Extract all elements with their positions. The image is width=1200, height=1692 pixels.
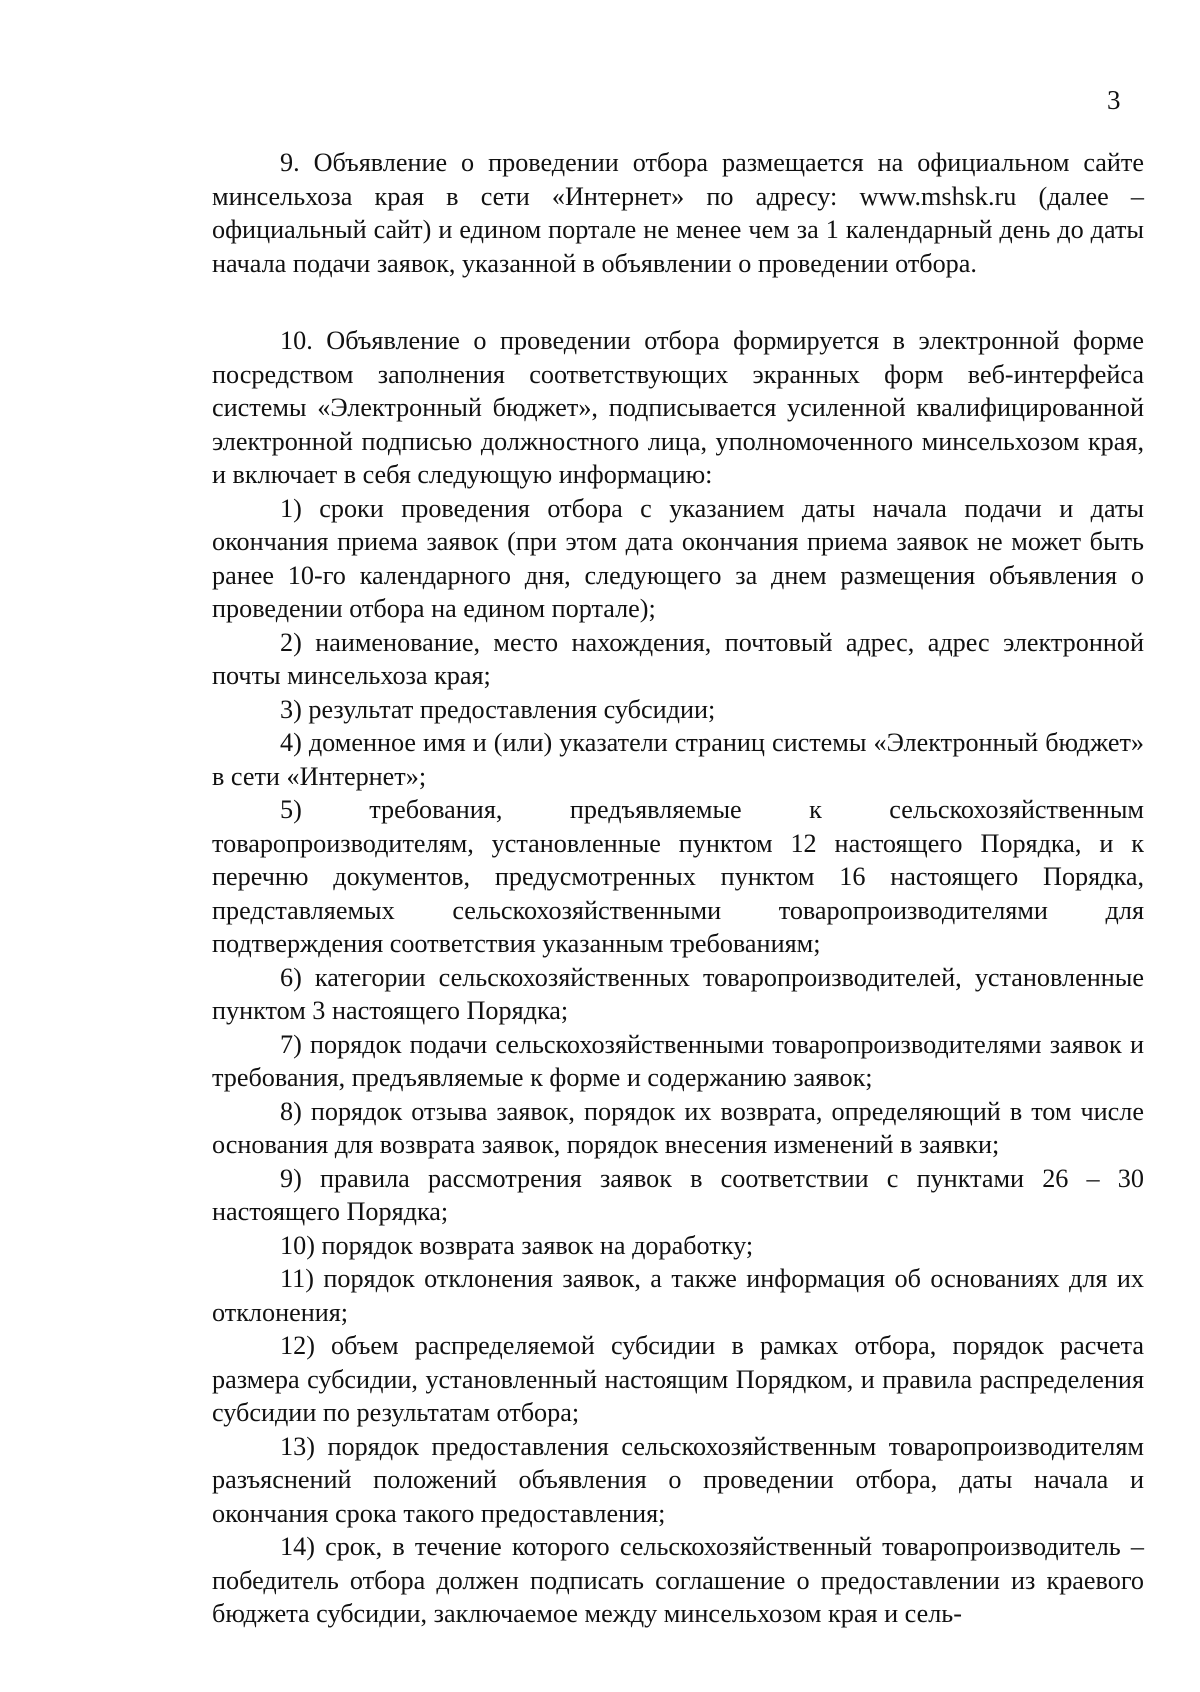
paragraph-10: 10. Объявление о проведении отбора формируется в электронной форме посредством заполнения соответствующих экранных форм веб-интерфейса системы «Электронный бюджет», подписывается усиленной квалифицированной электронной подписью должностного лица, уполномоченного минсельхозом края, и включает в себя следующую информацию: <box>212 326 1144 489</box>
document-body <box>212 146 1144 1631</box>
list-item-12: 12) объем распределяемой субсидии в рамках отбора, порядок расчета размера субсидии, установленный настоящим Порядком, и правила распределения субсидии по результатам отбора; <box>212 1331 1144 1427</box>
paragraph-9: 9. Объявление о проведении отбора размещается на официальном сайте минсельхоза края в сети «Интернет» по адресу: www.mshsk.ru (далее – официальный сайт) и едином портале не менее чем за 1 календарный день до даты начала подачи заявок, указанной в объявлении о проведении отбора. <box>212 148 1144 278</box>
list-item-6: 6) категории сельскохозяйственных товаропроизводителей, установленные пунктом 3 настоящего Порядка; <box>212 962 1144 1025</box>
list-item-3: 3) результат предоставления субсидии; <box>280 694 716 724</box>
list-item-10: 10) порядок возврата заявок на доработку; <box>280 1230 754 1260</box>
list-item-8: 8) порядок отзыва заявок, порядок их возврата, определяющий в том числе основания для возврата заявок, порядок внесения изменений в заявки; <box>212 1096 1144 1159</box>
list-item-11: 11) порядок отклонения заявок, а также информация об основаниях для их отклонения; <box>212 1264 1144 1327</box>
list-item-2: 2) наименование, место нахождения, почтовый адрес, адрес электронной почты минсельхоза края; <box>212 627 1144 690</box>
list-item-4: 4) доменное имя и (или) указатели страниц системы «Электронный бюджет» в сети «Интернет»; <box>212 728 1144 791</box>
page-number: 3 <box>1107 85 1121 115</box>
list-item-13: 13) порядок предоставления сельскохозяйственным товаропроизводителям разъяснений положений объявления о проведении отбора, даты начала и окончания срока такого предоставления; <box>212 1431 1144 1528</box>
list-item-14: 14) срок, в течение которого сельскохозяйственный товаропроизводитель – победитель отбора должен подписать соглашение о предоставлении из краевого бюджета субсидии, заключаемое между минсельхозом края и сель- <box>212 1532 1144 1628</box>
paragraph-gap <box>212 280 1144 324</box>
list-item-9: 9) правила рассмотрения заявок в соответствии с пунктами 26 – 30 настоящего Порядка; <box>212 1163 1144 1226</box>
list-item-7: 7) порядок подачи сельскохозяйственными товаропроизводителями заявок и требования, предъявляемые к форме и содержанию заявок; <box>212 1029 1144 1092</box>
list-item-5: 5) требования, предъявляемые к сельскохозяйственным товаропроизводителям, установленные пунктом 12 настоящего Порядка, и к перечню документов, предусмотренных пунктом 16 настоящего Порядка, представляемых сельскохозяйственными товаропроизводителями для подтверждения соответствия указанным требованиям; <box>212 795 1144 958</box>
list-item-1: 1) сроки проведения отбора с указанием даты начала подачи и даты окончания приема заявок (при этом дата окончания приема заявок не может быть ранее 10-го календарного дня, следующего за днем размещения объявления о проведении отбора на едином портале); <box>212 493 1144 623</box>
